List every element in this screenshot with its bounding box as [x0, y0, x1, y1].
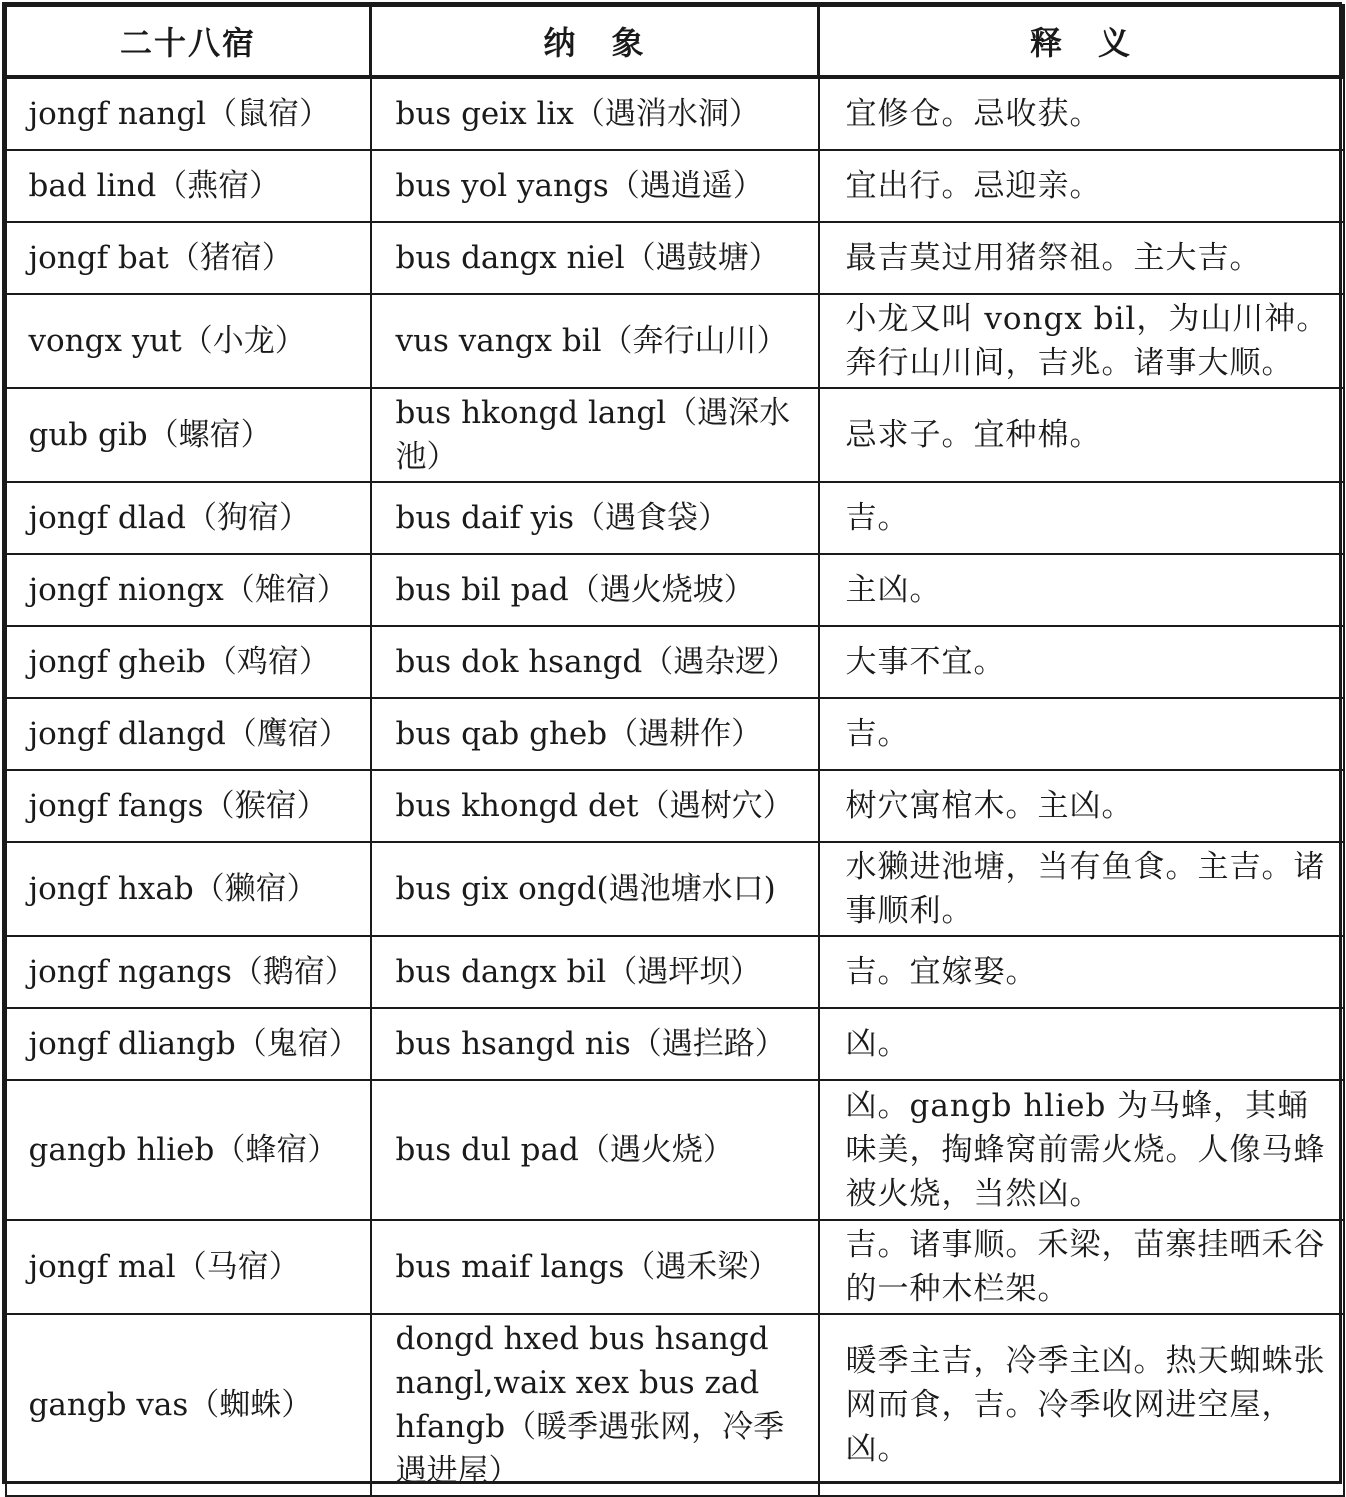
mansion-cell: jongf nangl（鼠宿） — [6, 77, 371, 150]
table-row — [6, 626, 1344, 698]
mansion-cell: jongf niongx（雉宿） — [6, 554, 371, 626]
table-row — [6, 554, 1344, 626]
image-cell: bus geix lix（遇消水洞） — [371, 77, 819, 150]
table-row — [6, 77, 1344, 150]
header-image: 纳 象 — [371, 6, 819, 78]
mansion-cell: gub gib（螺宿） — [6, 388, 371, 482]
image-cell: bus bil pad（遇火烧坡） — [371, 554, 819, 626]
image-cell: bus hsangd nis（遇拦路） — [371, 1008, 819, 1080]
meaning-cell: 宜出行。忌迎亲。 — [819, 150, 1344, 222]
table-row — [6, 1314, 1344, 1496]
image-cell: bus dangx niel（遇鼓塘） — [371, 222, 819, 294]
mansion-cell: gangb vas（蜘蛛） — [6, 1314, 371, 1496]
table-row — [6, 150, 1344, 222]
table-row — [6, 936, 1344, 1008]
image-cell: bus dok hsangd（遇杂逻） — [371, 626, 819, 698]
image-cell: bus hkongd langl（遇深水池） — [371, 388, 819, 482]
table-row — [6, 1220, 1344, 1314]
table-row — [6, 388, 1344, 482]
mansion-cell: jongf ngangs（鹅宿） — [6, 936, 371, 1008]
meaning-cell: 最吉莫过用猪祭祖。主大吉。 — [819, 222, 1344, 294]
image-cell: dongd hxed bus hsangd nangl,waix xex bus zad hfangb（暖季遇张网，冷季遇进屋） — [371, 1314, 819, 1496]
meaning-cell: 忌求子。宜种棉。 — [819, 388, 1344, 482]
meaning-cell: 吉。诸事顺。禾梁，苗寨挂晒禾谷的一种木栏架。 — [819, 1220, 1344, 1314]
table-row — [6, 842, 1344, 936]
image-cell: bus dangx bil（遇坪坝） — [371, 936, 819, 1008]
mansion-cell: jongf bat（猪宿） — [6, 222, 371, 294]
meaning-cell: 大事不宜。 — [819, 626, 1344, 698]
meaning-cell: 吉。宜嫁娶。 — [819, 936, 1344, 1008]
header-mansion: 二十八宿 — [6, 6, 371, 78]
mansion-cell: jongf dlangd（鹰宿） — [6, 698, 371, 770]
mansion-cell: vongx yut（小龙） — [6, 294, 371, 388]
table-row — [6, 698, 1344, 770]
mansion-cell: jongf mal（马宿） — [6, 1220, 371, 1314]
meaning-cell: 水獭进池塘，当有鱼食。主吉。诸事顺利。 — [819, 842, 1344, 936]
image-cell: bus dul pad（遇火烧） — [371, 1080, 819, 1220]
image-cell: bus gix ongd(遇池塘水口) — [371, 842, 819, 936]
image-cell: bus maif langs（遇禾梁） — [371, 1220, 819, 1314]
meaning-cell: 吉。 — [819, 698, 1344, 770]
image-cell: vus vangx bil（奔行山川） — [371, 294, 819, 388]
table-row — [6, 294, 1344, 388]
mansion-cell: jongf dlad（狗宿） — [6, 482, 371, 554]
mansion-cell: jongf hxab（獭宿） — [6, 842, 371, 936]
mansion-cell: jongf dliangb（鬼宿） — [6, 1008, 371, 1080]
table-row — [6, 770, 1344, 842]
meaning-cell: 凶。 — [819, 1008, 1344, 1080]
meaning-cell: 暖季主吉，冷季主凶。热天蜘蛛张网而食，吉。冷季收网进空屋，凶。 — [819, 1314, 1344, 1496]
meaning-cell: 树穴寓棺木。主凶。 — [819, 770, 1344, 842]
meaning-cell: 吉。 — [819, 482, 1344, 554]
image-cell: bus khongd det（遇树穴） — [371, 770, 819, 842]
image-cell: bus yol yangs（遇逍遥） — [371, 150, 819, 222]
image-cell: bus qab gheb（遇耕作） — [371, 698, 819, 770]
mansion-cell: jongf gheib（鸡宿） — [6, 626, 371, 698]
table-row — [6, 222, 1344, 294]
meaning-cell: 小龙又叫 vongx bil，为山川神。奔行山川间，吉兆。诸事大顺。 — [819, 294, 1344, 388]
table-row — [6, 1008, 1344, 1080]
mansion-cell: jongf fangs（猴宿） — [6, 770, 371, 842]
mansion-cell: gangb hlieb（蜂宿） — [6, 1080, 371, 1220]
table-row — [6, 1080, 1344, 1220]
table-row — [6, 482, 1344, 554]
meaning-cell: 凶。gangb hlieb 为马蜂，其蛹味美，掏蜂窝前需火烧。人像马蜂被火烧，当然凶。 — [819, 1080, 1344, 1220]
table-header-row — [6, 6, 1344, 78]
mansion-cell: bad lind（燕宿） — [6, 150, 371, 222]
meaning-cell: 宜修仓。忌收获。 — [819, 77, 1344, 150]
meaning-cell: 主凶。 — [819, 554, 1344, 626]
header-meaning: 释 义 — [819, 6, 1344, 78]
mansions-table — [4, 4, 1345, 1497]
image-cell: bus daif yis（遇食袋） — [371, 482, 819, 554]
